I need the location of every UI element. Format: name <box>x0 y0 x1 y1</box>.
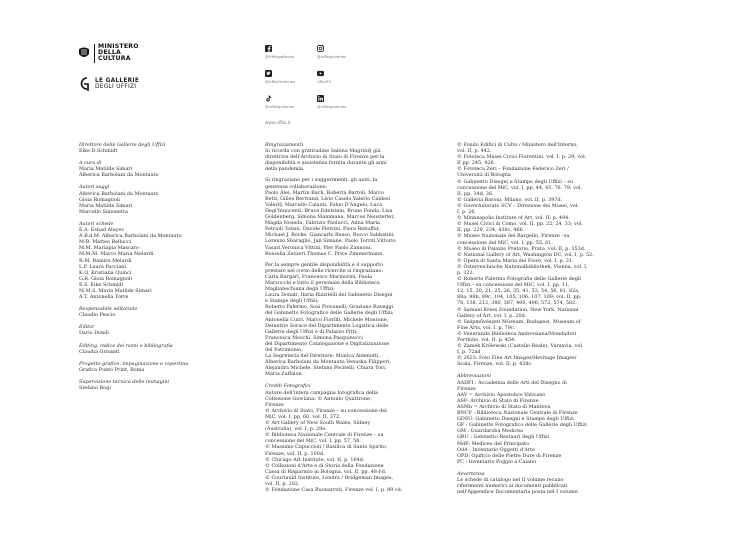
credit-line: Alberica Barbolani da Montauto <box>79 190 159 197</box>
text-line: © Collezioni d'Arte e di Storia della Fondazione <box>265 462 384 469</box>
text-line: concessione del MiC, vol. I, pp. 57, 58. <box>265 438 361 445</box>
credit-heading: Responsabile editoriale <box>79 306 138 313</box>
ministero-wordmark: MINISTERO DELLA CULTURA <box>94 44 139 63</box>
credit-line: A.B.d.M. Alberica Barbolani da Montauto <box>79 233 182 240</box>
text-line: © Fototeca Musei Civici Fiorentini, vol. I, p. 29; vol. <box>457 154 587 161</box>
credit-line: G.R. Gioia Romagnoli <box>79 275 133 282</box>
credit-line: Marcello Simonetta <box>79 208 128 215</box>
section-paragraph <box>265 148 430 172</box>
text-line: Paolo Alei, Martin Bach, Roberta Bartoli, Marco <box>265 189 385 196</box>
section-heading: Abbreviazioni <box>457 373 492 380</box>
credit-line: Claudia Grisanti <box>79 348 120 355</box>
credit-line: Stefano Rogi <box>79 385 111 391</box>
text-line: Gallery of Art, vol. I, p. 20d. <box>457 312 527 319</box>
credit-block <box>79 361 239 373</box>
text-line: © Minneapolis Institute of Art, vol. II, p. 494. <box>457 215 570 222</box>
text-line: Francesca Moschi, Simona Pasquinucci <box>265 334 363 341</box>
credits-column-1 <box>79 142 239 397</box>
gallerie-mark-icon <box>78 76 91 93</box>
text-line: vol. II, p. 442. <box>457 148 492 155</box>
text-line: Fine Arts, vol. I, p. 79c. <box>457 324 516 331</box>
text-line: La Segreteria del Direttore: Monica Aldenotti, <box>265 353 380 360</box>
text-line: disponibilità e assistenza fornita durante gli anni <box>265 160 387 167</box>
text-line: 12, 15, 20, 21, 25, 26, 35, 41, 53, 54, 56, 81, 82a, <box>457 288 580 295</box>
text-line: prestato nel corso delle ricerche si ringraziano: <box>265 267 384 274</box>
text-line: © Samuel Kress Foundation, New York, National <box>457 306 579 313</box>
text-line: © Fondo Edifici di Culto / Ministero dell'Interno, <box>457 142 578 148</box>
text-line: GDSU: Gabinetto Disegni e Stampe degli Uffizi <box>457 416 574 423</box>
text-line: Alejandra Michele, Stefano Pecitelli, Chiara Tori, <box>265 365 387 372</box>
gallerie-wordmark: LE GALLERIE DEGLI UFFIZI <box>95 78 140 91</box>
instagram-icon <box>317 45 324 52</box>
text-line: BNCF : Biblioteca Nazionale Centrale di Firenze <box>457 410 578 417</box>
credit-line: Dario Dondi <box>79 330 109 337</box>
credit-line: Grafica Punto Print, Roma <box>79 366 145 373</box>
text-line: I, p. 72ad <box>457 349 481 356</box>
text-line: © Museo di Palazzo Pretorio, Prato, vol. II, p. 353d. <box>457 245 586 252</box>
text-line: © Archivio di Stato, Firenze – su concessione del <box>265 407 387 414</box>
facebook-icon <box>265 45 272 52</box>
text-line: MiC, vol. I, pp. 60, vol. II, 372. <box>265 413 341 420</box>
section-heading: Ringraziamenti <box>265 142 304 148</box>
text-line: nell'Appendice Documentaria posta nel I volume. <box>457 489 580 496</box>
logos-area <box>78 44 198 106</box>
text-line: Firenze <box>457 385 476 392</box>
text-line: Demetrio Sorace del Dipartimento Logistica delle <box>265 322 389 329</box>
credit-line: E.S. Eike Schmidt <box>79 281 124 288</box>
credit-block <box>79 306 239 318</box>
text-line: Degl'Innocenti, Bruce Edelstein, Bruno Fonda, Lisa <box>265 207 393 214</box>
section-paragraph <box>265 390 430 494</box>
section-paragraph <box>457 380 632 465</box>
credit-line: M.M.M. Marco Maria Melardi <box>79 251 154 258</box>
text-line: Laura Donati, Ilaria Rizzitelli del Gabinetto Disegni <box>265 292 393 299</box>
text-line: OdA : Inventario Oggetti d'Arte <box>457 446 536 453</box>
credit-line: R.M. Ramiro Melardi <box>79 257 132 264</box>
credit-line: M.M. Mariapia Mascaro <box>79 245 139 252</box>
credits-column-2 <box>265 142 430 499</box>
credit-line: Alberica Barbolani da Montauto <box>79 172 159 179</box>
section-paragraph <box>265 262 430 378</box>
social-instagram[interactable]: @uffizigalleries <box>317 45 369 59</box>
credit-line: Claudio Pescio <box>79 312 116 319</box>
text-line: © Museo Nazionale del Bargello, Firenze –su <box>457 233 570 240</box>
text-line: © Galleria Baroni, Milano, vol. II, p. 397d. <box>457 196 563 203</box>
credits-column-3 <box>457 142 632 501</box>
text-line: Lorenzo Sbaraglio, Jan Simane, Paolo Torriti,Vittorio <box>265 238 396 245</box>
text-line: Betti, Gilles Bertrand, Livio Caselo,Valerio Caldesi <box>265 195 391 202</box>
text-line: ASMn = Archivio di Stato di Mantova <box>457 403 551 410</box>
social-linkedin[interactable]: @uffizigalleries <box>317 95 369 109</box>
social-facebook[interactable]: @Uffizigalleries <box>265 45 317 59</box>
text-line: Goldenberg, Simona Mammana, Marcus Neustetter, <box>265 214 395 221</box>
text-line: II, pp. 34d, 36. <box>457 190 494 197</box>
credit-heading: A cura di <box>79 160 102 167</box>
social-tiktok[interactable]: @uffizigalleries <box>265 95 317 109</box>
gallerie-logo <box>78 76 198 93</box>
text-line: PC : Inventario Poggio a Caiano <box>457 458 537 465</box>
text-line: Petrioli Tofani, Davide Pietrini, Piera Rebuffat, <box>265 226 381 233</box>
text-line: Magliabechiana degli Uffizi; <box>265 286 335 293</box>
social-links <box>265 45 415 125</box>
section-heading: Avvertenza <box>457 470 485 477</box>
section-block <box>457 373 632 464</box>
text-line: Vasari,Veronica Vittini, Pier Paolo Zannoni, <box>265 244 372 251</box>
youtube-icon <box>317 70 324 77</box>
text-line: © Biblioteca Nazionale Centrale di Firenze – su <box>265 432 384 439</box>
text-line: © 2023. Foto Fine Art Images/Heritage Images/ <box>457 355 577 362</box>
text-line: II, pp. 229, 234, 438c, 466. <box>457 227 525 234</box>
credit-heading: Autori saggi <box>79 184 110 191</box>
credit-heading: Supervisione tecnica delle immagini <box>79 378 170 385</box>
text-line: Firenze <box>265 401 284 408</box>
credit-line: Maria Matilde Simari <box>79 166 133 173</box>
text-line: © Szépművészeti Múzeum, Budapest, Museum of <box>457 318 581 325</box>
text-line: Scala, Firenze, vol. II, p. 438c. <box>457 361 533 368</box>
section-paragraph <box>265 177 430 256</box>
credit-line: L.P. Laura Pacciani <box>79 263 126 270</box>
text-line: © Massimo Capuccioli / Basilica di Santo Spirito, <box>265 444 388 451</box>
text-line: 78, 138, 212, 380, 387, 400, 406, 572, 574, 582. <box>457 300 577 307</box>
text-line: © Roberto Palermo Fotografie delle Gallerie degli <box>457 276 581 283</box>
credit-block <box>79 379 239 391</box>
website-link[interactable]: www.uffizi.it <box>265 120 291 125</box>
text-line: GF : Gabinetto Fotografico delle Gallerie degli Uffizi <box>457 422 587 429</box>
text-line: © Veneranda Biblioteca Ambrosiana/Mondadori <box>457 330 577 337</box>
text-line: Antonella Cutri, Marco Fiorilli, Michele Montone, <box>265 316 389 323</box>
credit-block <box>79 184 239 214</box>
text-line: del Gabinetto Fotografico delle Gallerie degli Uffizi; <box>265 310 394 317</box>
section-heading: Crediti Fotografici <box>265 383 311 390</box>
text-line: concessione del MiC, vol. I, pp. 55, 61. <box>457 239 553 246</box>
text-line: ASF: Archivio di Stato di Firenze <box>457 397 539 404</box>
text-line: © Art Gallery of New South Wales, Sidney <box>265 420 371 427</box>
text-line: della pandemia. <box>265 166 305 173</box>
text-line: Carla Bargari, Francesco Marmorini, Paola <box>265 273 373 280</box>
text-line: © Zamek Królewski (Castello Reale), Varsavia, vol. <box>457 343 584 350</box>
text-line: generosa collaborazione: <box>265 183 328 190</box>
twitter-icon <box>265 70 272 77</box>
text-line: GM : Guardaroba Medicea <box>457 428 524 435</box>
tiktok-icon <box>265 95 272 102</box>
credit-line: E.A. Eshad Alayev <box>79 227 125 234</box>
linkedin-icon <box>317 95 324 102</box>
text-line: II pp. 245, 426. <box>457 160 496 167</box>
credit-line: A.T. Antonella Torre <box>79 294 129 301</box>
section-paragraph <box>457 142 632 367</box>
text-line: Marzucchi e tutto il personale della Biblioteca <box>265 279 380 286</box>
section-block <box>457 142 632 367</box>
text-line: Le schede di catalogo nel II volume recano <box>457 476 564 483</box>
text-line: Si ricorda con gratitudine Sabina Magrini§ già <box>265 148 381 155</box>
text-line: © Opera di Santa Maria del Fiore, vol. I, p. 31. <box>457 257 574 264</box>
social-youtube[interactable]: UffiziTV <box>317 70 369 84</box>
text-line: Firenze, vol. II, p. 100d. <box>265 450 325 457</box>
text-line: del Patrimonio; <box>265 347 303 353</box>
text-line: I, p. 26. <box>457 209 477 216</box>
text-line: Collezione Gioviana: © Antonio Quattrone, <box>265 395 372 402</box>
text-line: © Courtauld Institute, Londra / Bridgeman Images, <box>265 474 394 481</box>
text-line: © National Gallery of Art, Washington DC, vol. I, p. 52. <box>457 251 594 258</box>
text-line: Cassa di Risparmio in Bologna, vol. II, pp. 48-f-d. <box>265 468 387 475</box>
social-twitter[interactable]: @UffiziGalleries <box>265 70 317 84</box>
text-line: © Fototeca Zeri – Fondazione Federico Zeri / <box>457 166 569 173</box>
text-line: © Chicago Art Institute, vol. II, p. 164d. <box>265 456 365 463</box>
text-line: Valeri§, Marcello Calanti, Fabio D'Angelo, Luca <box>265 201 383 208</box>
text-line: Maria Zaffalon. <box>265 371 304 378</box>
credit-heading: Editing, indice dei nomi e bibliografia <box>79 342 173 349</box>
text-line: © Gabinetto Disegni e Stampe degli Uffizi – su <box>457 178 573 185</box>
text-line: MdP: Mediceo del Principato <box>457 440 529 447</box>
text-line: © Governatorato SCV – Direzione dei Musei, vol. <box>457 202 579 209</box>
text-line: p. 322. <box>457 269 475 276</box>
text-line: vol. II, p. 182. <box>265 480 300 487</box>
ministero-emblem-icon <box>78 46 90 60</box>
credit-line: Eike D.Schmidt <box>79 148 118 155</box>
text-line: concessione del MiC, vol. I, pp. 44, 45, 76, 79; vol. <box>457 184 583 191</box>
text-line: Gallerie degli Uffizi e di Palazzo Pitti; <box>265 328 358 335</box>
text-line: Roberto Palermo, Sosi Piovanelli, Graziano Raveggi <box>265 304 394 311</box>
text-line: © Fondazione Casa Buonarroti, Firenze vol. I, p. 89 cd. <box>265 487 403 494</box>
credit-line: M.M.S. Maria Matilde Simari <box>79 287 152 294</box>
ministero-logo <box>78 44 198 63</box>
credit-block <box>79 221 239 300</box>
credit-line: M.B. Matteo Bellucci <box>79 239 132 246</box>
text-line: OPD: Opificio delle Pietre Dure di Firenze <box>457 452 562 459</box>
text-line: AAV = Archivio Apostolico Vaticano <box>457 391 546 398</box>
text-line: riferimenti numerici ai documenti pubblicati <box>457 483 568 490</box>
text-line: Università di Bologna <box>457 172 511 179</box>
text-line: Michael J. Rocke, Giancarlo Russo, Rocco Sabbatini, <box>265 232 395 239</box>
credit-line: Gioia Romagnoli <box>79 196 120 203</box>
text-line: 88a, 88b, 89c, 104, 105, 106, 107, 109; vol. II, pp. <box>457 294 582 301</box>
text-line: (Australia), vol. I, p. 28e. <box>265 426 327 433</box>
credit-block <box>79 160 239 178</box>
text-line: del Dipartimento Catalogazione e Digitalizzazione <box>265 340 390 347</box>
text-line: direttrice dell'Archivio di Stato di Firenze per la <box>265 154 385 161</box>
credit-heading: Progetto grafico, impaginazione e copertina <box>79 360 189 367</box>
section-block <box>457 471 632 495</box>
credit-block <box>79 142 239 154</box>
section-block <box>265 142 430 377</box>
credit-block <box>79 324 239 336</box>
text-line: Alberica Barbolani da Montauto,Venuska Filippori, <box>265 359 392 366</box>
credit-block <box>79 343 239 355</box>
section-block <box>265 383 430 493</box>
text-line: Si ringraziano per i suggerimenti, gli aiuti, la <box>265 177 378 184</box>
text-line: Per la sempre gentile disponibilità e il supporto <box>265 261 384 268</box>
credit-heading: Direttore delle Gallerie degli Uffizi <box>79 142 166 148</box>
text-line: Autore dell'intera campagna fotografica della <box>265 389 378 396</box>
text-line: AADFI : Accademia delle Arti del Disegno di <box>457 379 567 386</box>
credit-line: Maria Matilde Simari <box>79 202 133 209</box>
text-line: Rossella Zezzeri,Thomas C. Price Zimmermann. <box>265 250 384 257</box>
text-line: Portfolio, vol. II, p. 454. <box>457 337 516 343</box>
text-line: © Österreichische Nationalbibliothek, Vienna, vol. I, <box>457 263 588 270</box>
text-line: © Musei Civici di Como, vol. II, pp. 22, 24, 33; vol. <box>457 221 583 228</box>
text-line: GRU : Gabinetto Restauri degli Uffizi <box>457 434 550 441</box>
text-line: e Stampe degli Uffizi; <box>265 298 319 305</box>
text-line: Uffizi – su concessione del MiC, vol. I, pp. 11, <box>457 282 570 289</box>
credit-line: K.Q. Kristiana Quinci <box>79 269 132 276</box>
section-paragraph <box>457 477 632 495</box>
credit-heading: Autori schede <box>79 220 114 227</box>
credit-heading: Editor <box>79 324 95 331</box>
text-line: Magda Noseda, Fabrizio Paolucci, Anna Maria <box>265 220 380 227</box>
